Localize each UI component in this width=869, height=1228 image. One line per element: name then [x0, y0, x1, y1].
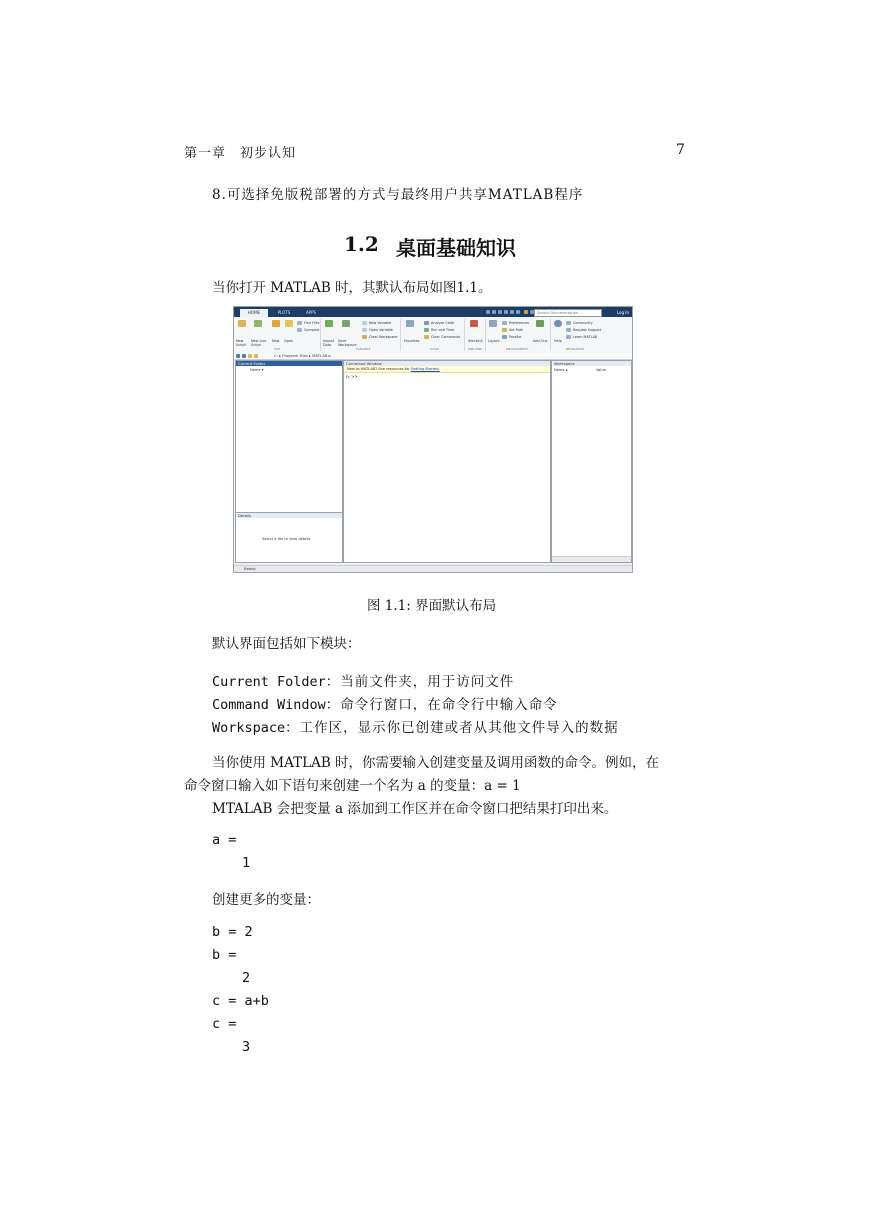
help-label[interactable]: Help [554, 339, 562, 343]
page-number: 7 [676, 142, 685, 158]
request-support-icon[interactable] [566, 328, 571, 332]
module-name: Workspace [212, 720, 286, 736]
ribbon-tab-bar [234, 307, 632, 317]
clear-commands-icon[interactable] [424, 335, 429, 339]
paragraph-line: 命令窗口输入如下语句来创建一个名为 a 的变量：a = 1 [184, 778, 521, 794]
module-command-window [212, 693, 558, 713]
code-line: a = [212, 832, 237, 848]
help-icon[interactable] [554, 320, 562, 327]
current-path[interactable]: C: ▸ Program Files ▸ MATLAB ▸ [274, 353, 331, 358]
group-separator [550, 319, 551, 351]
parallel-icon[interactable] [502, 335, 507, 339]
paragraph-line: 当你使用 MATLAB 时，你需要输入创建变量及调用函数的命令。例如，在 [212, 755, 660, 771]
module-desc: ：命令行窗口，在命令行中输入命令 [325, 697, 558, 713]
back-icon[interactable] [236, 354, 240, 358]
quick-access-icon[interactable] [516, 310, 520, 314]
code-line: 2 [242, 970, 251, 986]
command-window-title[interactable]: Command Window [344, 361, 550, 366]
save-workspace-label[interactable]: Save Workspace [338, 339, 357, 347]
group-resources-label: RESOURCES [566, 347, 585, 351]
default-ui-intro: 默认界面包括如下模块： [212, 636, 361, 652]
quick-access-icon[interactable] [486, 310, 490, 314]
compare-label[interactable]: Compare [304, 328, 320, 332]
tab-plots[interactable]: PLOTS [277, 310, 291, 315]
new-script-label[interactable]: New Script [236, 339, 246, 347]
run-and-time-icon[interactable] [424, 328, 429, 332]
tab-home[interactable]: HOME [240, 309, 268, 317]
learn-matlab-label[interactable]: Learn MATLAB [573, 335, 598, 339]
browse-folder-icon[interactable] [254, 354, 258, 358]
new-variable-label[interactable]: New Variable [369, 321, 392, 325]
group-file-label: FILE [274, 347, 281, 351]
simulink-label[interactable]: Simulink [468, 339, 483, 343]
group-separator [400, 319, 401, 351]
import-data-icon[interactable] [325, 320, 333, 327]
module-name: Current Folder [212, 674, 326, 690]
request-support-label[interactable]: Request Support [573, 328, 602, 332]
figure-caption: 图 1.1: 界面默认布局 [367, 598, 497, 614]
tab-apps[interactable]: APPS [305, 310, 317, 315]
status-bar [234, 565, 632, 572]
analyze-code-icon[interactable] [424, 321, 429, 325]
add-ons-icon[interactable] [536, 320, 544, 327]
community-label[interactable]: Community [573, 321, 593, 325]
current-folder-panel[interactable] [235, 360, 343, 513]
new-variable-icon[interactable] [362, 321, 367, 325]
forward-icon[interactable] [242, 354, 246, 358]
open-label[interactable]: Open [284, 339, 294, 343]
group-separator [320, 319, 321, 351]
command-prompt[interactable]: fx >> [346, 374, 358, 379]
module-current-folder [212, 670, 514, 690]
horizontal-scrollbar[interactable] [552, 556, 631, 562]
find-files-icon[interactable] [297, 321, 302, 325]
current-folder-title[interactable]: Current Folder [236, 361, 342, 366]
quick-access-icon[interactable] [492, 310, 496, 314]
login-button[interactable]: Log In [616, 310, 629, 315]
new-icon[interactable] [272, 320, 280, 327]
name-column-header[interactable]: Name ▾ [250, 368, 264, 372]
simulink-icon[interactable] [470, 320, 478, 327]
section-title: 桌面基础知识 [396, 236, 516, 260]
add-ons-label[interactable]: Add-Ons [533, 339, 548, 343]
community-icon[interactable] [566, 321, 571, 325]
group-separator [464, 319, 465, 351]
list-item-8: 8.可选择免版税部署的方式与最终用户共享MATLAB程序 [212, 187, 584, 203]
analyze-code-label[interactable]: Analyze Code [431, 321, 455, 325]
quick-access-icon[interactable] [504, 310, 508, 314]
new-label[interactable]: New [272, 339, 280, 343]
quick-access-icon[interactable] [510, 310, 514, 314]
open-variable-icon[interactable] [362, 328, 367, 332]
code-line: c = [212, 1016, 237, 1032]
workspace-panel[interactable] [551, 360, 632, 563]
code-line: 3 [242, 1039, 251, 1055]
new-live-script-label[interactable]: New Live Script [251, 339, 267, 347]
new-script-icon[interactable] [238, 320, 246, 327]
parallel-label[interactable]: Parallel [509, 335, 522, 339]
getting-started-link[interactable]: Getting Started. [410, 367, 440, 371]
quick-access-icon[interactable] [498, 310, 502, 314]
module-workspace [212, 716, 619, 736]
code-line: b = 2 [212, 924, 253, 940]
paragraph-line: MTALAB 会把变量 a 添加到工作区并在命令窗口把结果打印出来。 [212, 801, 618, 817]
clear-commands-label[interactable]: Clear Commands [431, 335, 461, 339]
find-files-label[interactable]: Find Files [304, 321, 320, 325]
up-folder-icon[interactable] [248, 354, 252, 358]
open-folder-icon[interactable] [285, 320, 293, 327]
group-code-label: CODE [430, 347, 439, 351]
save-workspace-icon[interactable] [342, 320, 350, 327]
status-text: Ready [244, 566, 256, 571]
layout-label[interactable]: Layout [488, 339, 500, 343]
workspace-title[interactable]: Workspace [552, 361, 631, 366]
compare-icon[interactable] [297, 328, 302, 332]
preferences-icon[interactable] [502, 321, 507, 325]
details-panel [235, 512, 343, 563]
group-environment-label: ENVIRONMENT [506, 347, 529, 351]
group-simulink-label: SIMULINK [468, 347, 483, 351]
favorites-icon[interactable] [406, 320, 414, 327]
import-data-label[interactable]: Import Data [323, 339, 335, 347]
group-separator [485, 319, 486, 351]
details-message: Select a file to view details [262, 537, 311, 541]
group-variable-label: VARIABLE [356, 347, 371, 351]
workspace-name-column[interactable]: Name ▴ [554, 368, 568, 372]
clear-workspace-label[interactable]: Clear Workspace [369, 335, 398, 339]
intro-paragraph: 当你打开 MATLAB 时，其默认布局如图1.1。 [212, 280, 492, 296]
new-live-script-icon[interactable] [254, 320, 262, 327]
code-line: c = a+b [212, 993, 269, 1009]
chapter-header: 第一章 初步认知 [184, 146, 297, 161]
address-bar[interactable] [234, 353, 632, 360]
module-name: Command Window [212, 697, 326, 713]
section-number: 1.2 [344, 232, 379, 256]
open-variable-label[interactable]: Open Variable [369, 328, 393, 332]
help-icon[interactable] [524, 310, 528, 314]
set-path-label[interactable]: Set Path [509, 328, 524, 332]
command-window-panel[interactable] [343, 360, 551, 563]
code-line: b = [212, 947, 237, 963]
module-desc: ：工作区，显示你已创建或者从其他文件导入的数据 [285, 720, 619, 736]
run-and-time-label[interactable]: Run and Time [431, 328, 455, 332]
layout-icon[interactable] [489, 320, 497, 327]
set-path-icon[interactable] [502, 328, 507, 332]
prompt-symbol: >> [351, 374, 358, 379]
learn-matlab-icon[interactable] [566, 335, 571, 339]
getting-started-banner [344, 366, 550, 373]
matlab-desktop-screenshot [233, 306, 633, 573]
code-line: 1 [242, 855, 251, 871]
workspace-value-column[interactable]: Value [596, 368, 606, 372]
preferences-label[interactable]: Preferences [509, 321, 529, 325]
module-desc: ：当前文件夹，用于访问文件 [325, 674, 515, 690]
banner-text: New to MATLAB? See resources for [347, 367, 410, 371]
ribbon-toolstrip [234, 317, 632, 354]
search-documentation-input[interactable]: Search Documentation [534, 309, 602, 317]
more-vars-text: 创建更多的变量： [212, 892, 320, 908]
clear-workspace-icon[interactable] [362, 335, 367, 339]
details-title[interactable]: Details [236, 513, 342, 518]
favorites-label[interactable]: Favorites [404, 339, 420, 343]
